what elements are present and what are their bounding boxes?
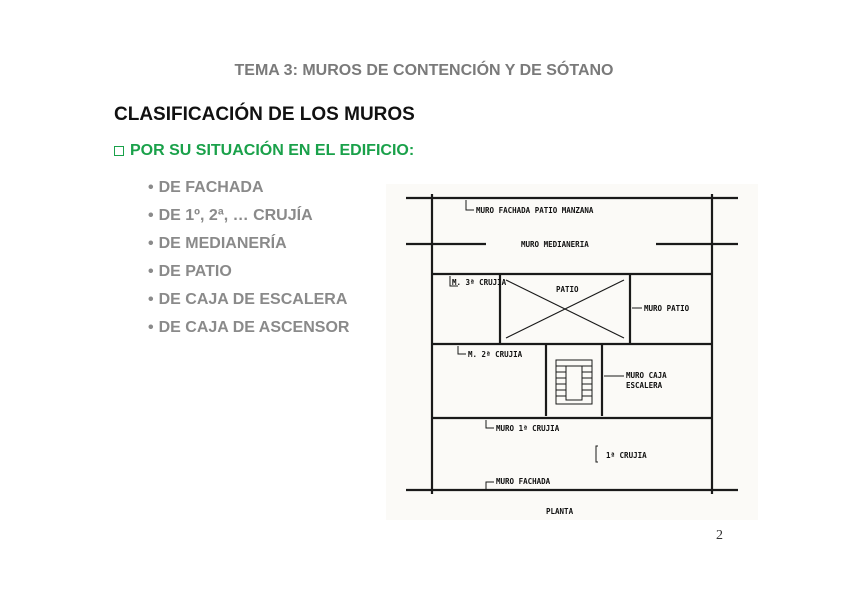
bullet-dot-icon: • (148, 207, 154, 224)
label-m2-crujia: M. 2ª CRUJIA (468, 350, 523, 359)
bullet-list (148, 177, 349, 345)
bullet-dot-icon: • (148, 179, 154, 196)
bullet-dot-icon: • (148, 319, 154, 336)
list-item: • DE MEDIANERÍA (148, 235, 287, 252)
label-escalera: ESCALERA (626, 381, 663, 390)
page-header: TEMA 3: MUROS DE CONTENCIÓN Y DE SÓTANO (234, 62, 614, 79)
list-item: • DE 1º, 2ª, … CRUJÍA (148, 207, 313, 224)
list-item: • DE FACHADA (148, 179, 264, 196)
bullet-dot-icon: • (148, 263, 154, 280)
page-number: 2 (716, 528, 723, 543)
subsection-heading (114, 142, 414, 160)
label-muro-medianeria: MURO MEDIANERIA (521, 240, 589, 249)
label-1-crujia: 1ª CRUJIA (606, 451, 647, 460)
bullet-dot-icon: • (148, 291, 154, 308)
list-item: • DE CAJA DE ESCALERA (148, 291, 348, 308)
label-muro-caja: MURO CAJA (626, 371, 667, 380)
list-item: • DE CAJA DE ASCENSOR (148, 319, 350, 336)
subsection-title: POR SU SITUACIÓN EN EL EDIFICIO: (130, 142, 415, 159)
label-m3-crujia: M. 3ª CRUJIA (452, 278, 507, 287)
label-planta: PLANTA (546, 507, 574, 516)
checkbox-bullet-icon (114, 146, 124, 156)
section-title: CLASIFICACIÓN DE LOS MUROS (114, 104, 415, 125)
bullet-dot-icon: • (148, 235, 154, 252)
floor-plan-drawing (386, 184, 758, 520)
floor-plan-figure (386, 184, 758, 520)
list-item: • DE PATIO (148, 263, 232, 280)
label-muro-1-crujia: MURO 1ª CRUJIA (496, 424, 560, 433)
label-muro-fachada-patio: MURO FACHADA PATIO MANZANA (476, 206, 594, 215)
label-muro-fachada: MURO FACHADA (496, 477, 551, 486)
label-patio: PATIO (556, 285, 579, 294)
label-muro-patio: MURO PATIO (644, 304, 690, 313)
